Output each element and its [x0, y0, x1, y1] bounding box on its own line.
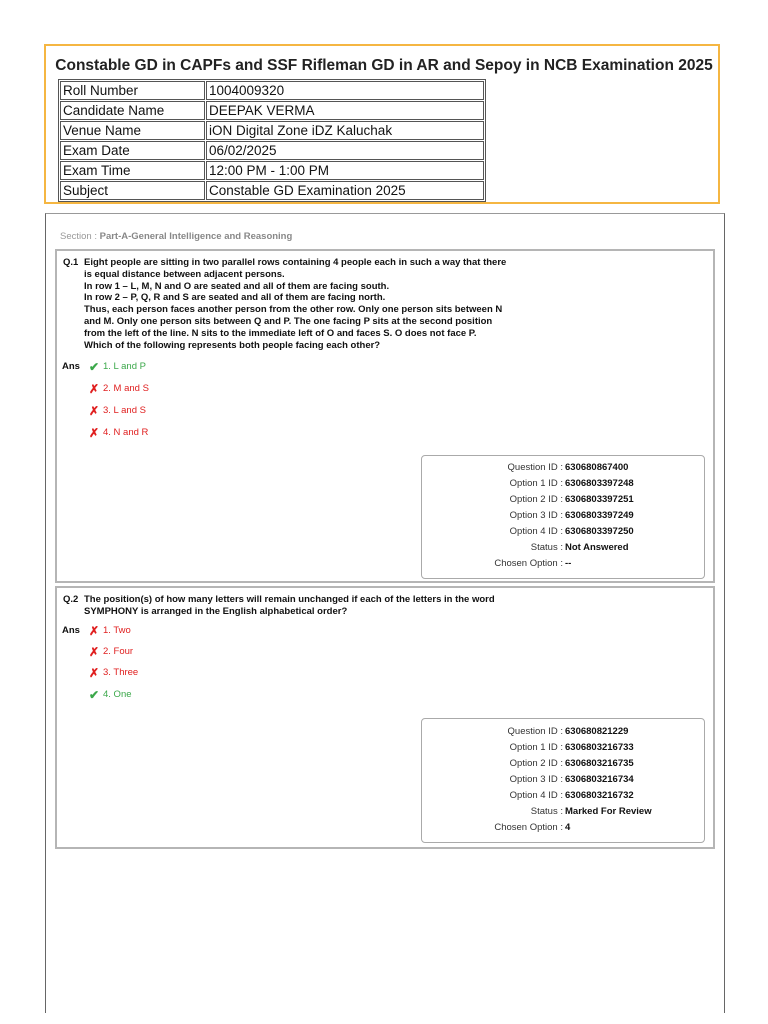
meta-value: 6306803216733 [565, 742, 634, 753]
meta-value: 6306803397249 [565, 510, 634, 521]
info-key: Venue Name [60, 121, 205, 140]
info-key: Candidate Name [60, 101, 205, 120]
question-line: The position(s) of how many letters will remain unchanged if each of the letters in the word [84, 594, 495, 605]
meta-value: 6306803216735 [565, 758, 634, 769]
meta-value: 6306803397250 [565, 526, 634, 537]
option-1 [89, 360, 146, 374]
info-key: Roll Number [60, 81, 205, 100]
meta-label: Option 2 ID : [509, 494, 563, 505]
meta-label: Status : [530, 542, 563, 553]
meta-value: 6306803397251 [565, 494, 634, 505]
question-line: from the left of the line. N sits to the immediate left of O and faces S. O does not face P. [84, 327, 477, 339]
meta-label: Option 1 ID : [509, 742, 563, 753]
meta-label: Chosen Option : [494, 822, 563, 833]
info-value: DEEPAK VERMA [206, 101, 484, 120]
ans-label: Ans [62, 361, 80, 372]
option-2 [89, 645, 133, 659]
exam-title: Constable GD in CAPFs and SSF Rifleman GD in AR and Sepoy in NCB Examination 2025 [55, 57, 713, 74]
candidate-info-box [44, 44, 720, 204]
meta-chosen-option [422, 822, 706, 834]
meta-label: Question ID : [507, 726, 563, 737]
info-row-subject [60, 181, 484, 200]
option-text: 1. Two [103, 625, 131, 636]
meta-status [422, 806, 706, 818]
info-row-roll-number [60, 81, 484, 100]
meta-option4-id [422, 526, 706, 538]
meta-value: Marked For Review [565, 806, 652, 817]
question-line: is equal distance between adjacent persons. [84, 268, 285, 280]
info-row-venue-name [60, 121, 484, 140]
meta-value: 6306803216734 [565, 774, 634, 785]
question-line: Thus, each person faces another person from the other row. Only one person sits between N [84, 304, 503, 316]
section-label [60, 231, 292, 242]
option-3 [89, 404, 146, 418]
meta-option3-id [422, 774, 706, 786]
ans-label: Ans [62, 625, 80, 636]
meta-label: Chosen Option : [494, 558, 563, 569]
meta-value: 630680867400 [565, 462, 629, 473]
option-2 [89, 382, 149, 396]
meta-option3-id [422, 510, 706, 522]
checkmark-icon: ✔ [89, 688, 100, 702]
cross-icon: ✗ [89, 645, 100, 659]
question-panel-2 [55, 586, 715, 849]
question-line: In row 2 – P, Q, R and S are seated and all of them are facing north. [84, 292, 386, 304]
meta-value: 6306803216732 [565, 790, 634, 801]
question-text [63, 594, 533, 618]
option-text: 4. N and R [103, 427, 149, 438]
checkmark-icon: ✔ [89, 360, 100, 374]
question-meta-box [421, 455, 705, 579]
meta-option4-id [422, 790, 706, 802]
candidate-info-table [58, 79, 486, 202]
section-prefix: Section : [60, 231, 100, 242]
meta-status [422, 542, 706, 554]
meta-value: -- [565, 558, 572, 569]
meta-label: Option 3 ID : [509, 774, 563, 785]
question-line: SYMPHONY is arranged in the English alphabetical order? [84, 605, 348, 617]
cross-icon: ✗ [89, 382, 100, 396]
option-text: 2. M and S [103, 383, 149, 394]
option-3 [89, 666, 138, 680]
meta-chosen-option [422, 558, 706, 570]
option-text: 4. One [103, 689, 132, 700]
meta-value: 630680821229 [565, 726, 629, 737]
meta-label: Option 4 ID : [509, 526, 563, 537]
info-value: 12:00 PM - 1:00 PM [206, 161, 484, 180]
option-text: 1. L and P [103, 361, 146, 372]
question-line: and M. Only one person sits between Q and P. The one facing P sits at the second position [84, 315, 493, 327]
cross-icon: ✗ [89, 404, 100, 418]
cross-icon: ✗ [89, 426, 100, 440]
info-key: Exam Date [60, 141, 205, 160]
cross-icon: ✗ [89, 666, 100, 680]
question-number: Q.1 [63, 257, 79, 268]
meta-label: Option 3 ID : [509, 510, 563, 521]
meta-value: 6306803397248 [565, 478, 634, 489]
info-key: Subject [60, 181, 205, 200]
question-line: Eight people are sitting in two parallel rows containing 4 people each in such a way that there [84, 257, 507, 268]
info-value: Constable GD Examination 2025 [206, 181, 484, 200]
meta-label: Status : [530, 806, 563, 817]
meta-label: Option 1 ID : [509, 478, 563, 489]
meta-label: Option 2 ID : [509, 758, 563, 769]
option-4 [89, 426, 148, 440]
cross-icon: ✗ [89, 624, 100, 638]
info-row-exam-time [60, 161, 484, 180]
info-row-exam-date [60, 141, 484, 160]
option-1 [89, 624, 131, 638]
section-name: Part-A-General Intelligence and Reasoning [99, 231, 293, 242]
info-value: 06/02/2025 [206, 141, 484, 160]
meta-option1-id [422, 478, 706, 490]
option-4 [89, 688, 132, 702]
meta-option2-id [422, 758, 706, 770]
meta-option2-id [422, 494, 706, 506]
question-number: Q.2 [63, 594, 79, 605]
meta-value: 4 [565, 822, 571, 833]
option-text: 2. Four [103, 646, 134, 657]
question-line: Which of the following represents both people facing each other? [84, 339, 381, 351]
question-meta-box [421, 718, 705, 843]
question-panel-1 [55, 249, 715, 583]
info-value: 1004009320 [206, 81, 484, 100]
info-row-candidate-name [60, 101, 484, 120]
info-value: iON Digital Zone iDZ Kaluchak [206, 121, 484, 140]
meta-label: Option 4 ID : [509, 790, 563, 801]
meta-label: Question ID : [507, 462, 563, 473]
meta-value: Not Answered [565, 542, 629, 553]
question-line: In row 1 – L, M, N and O are seated and all of them are facing south. [84, 280, 390, 292]
meta-question-id [422, 726, 706, 738]
meta-option1-id [422, 742, 706, 754]
info-key: Exam Time [60, 161, 205, 180]
option-text: 3. L and S [103, 405, 146, 416]
meta-question-id [422, 462, 706, 474]
question-text [63, 257, 533, 351]
option-text: 3. Three [103, 667, 139, 678]
